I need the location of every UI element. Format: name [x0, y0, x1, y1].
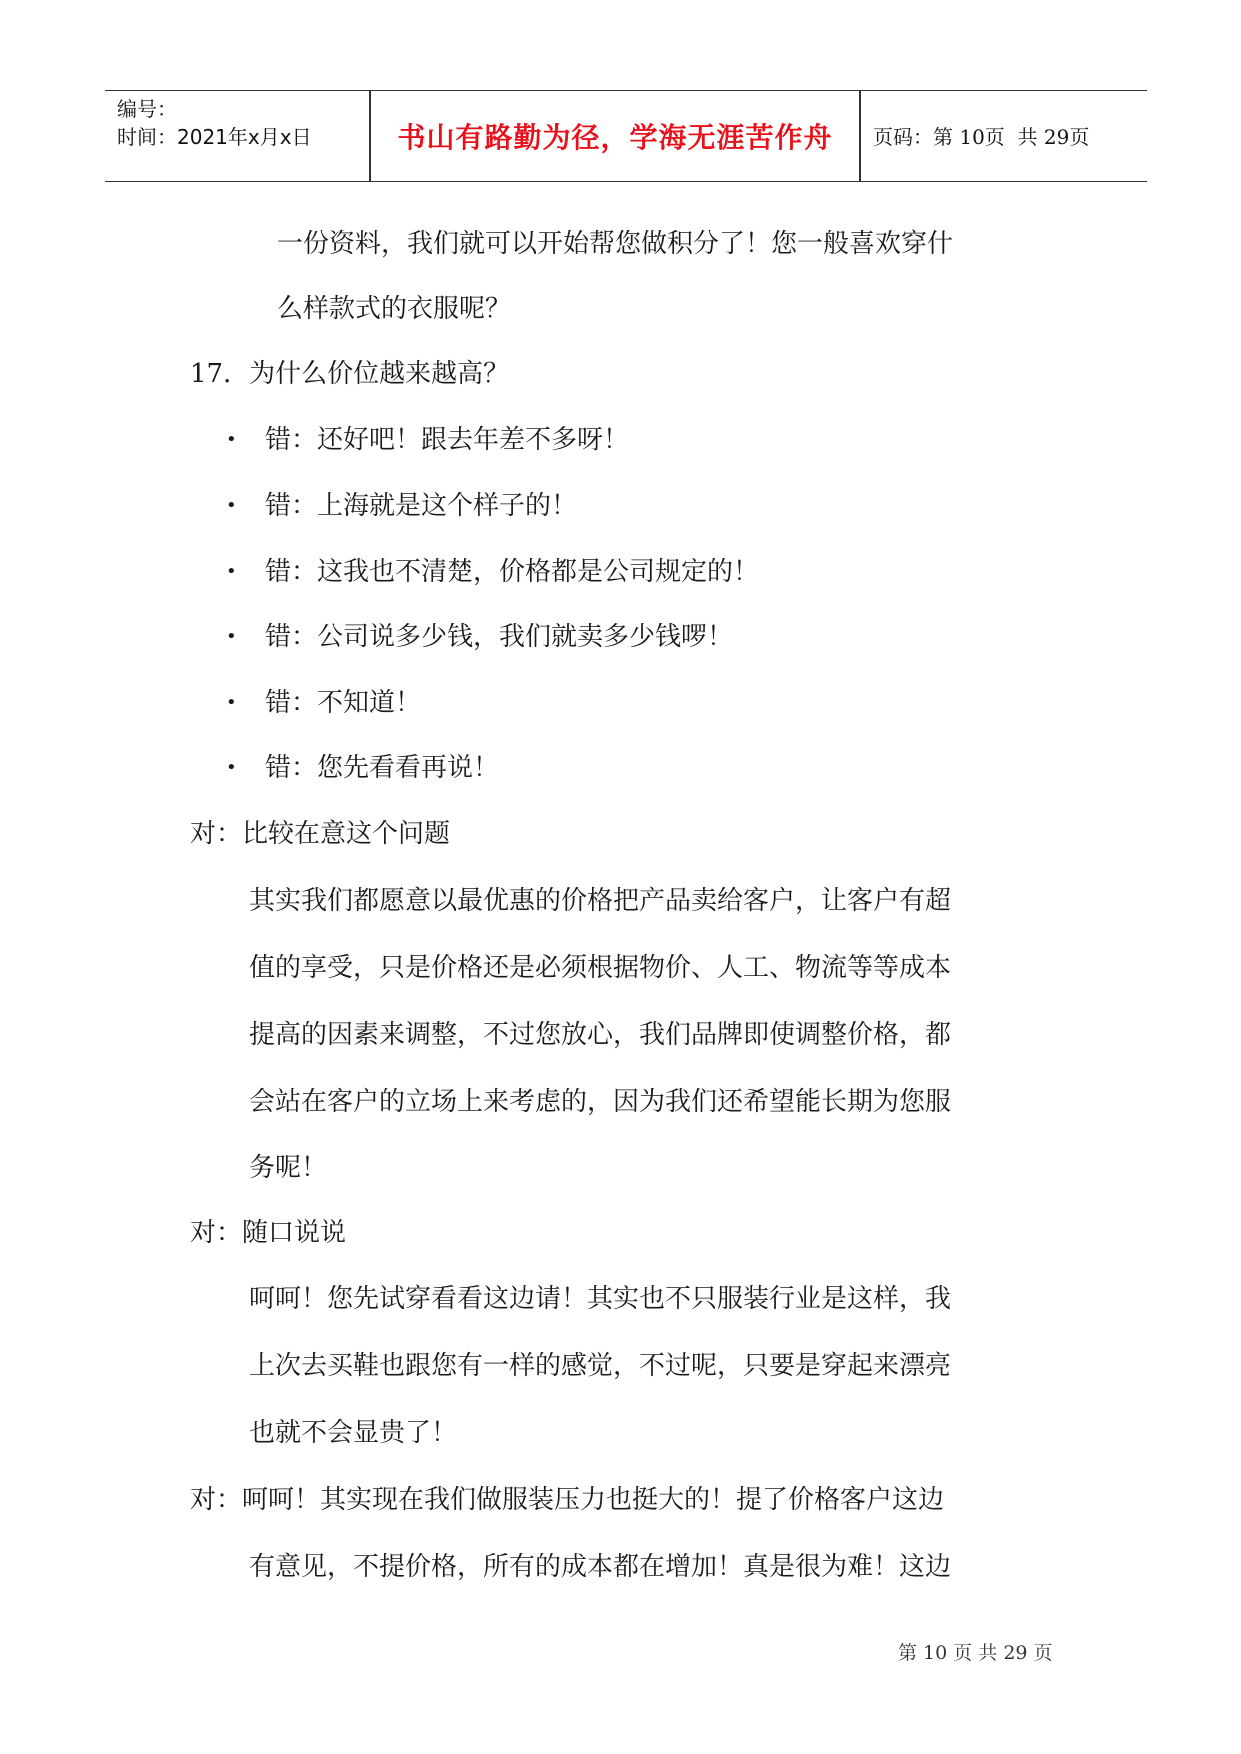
paragraph-line: 也就不会显贵了！ [249, 1418, 458, 1448]
bullet-icon: • [226, 429, 237, 450]
wrong-answer-item: 错：上海就是这个样子的！ [265, 491, 578, 521]
page-header [105, 90, 1147, 182]
paragraph-line: 么样款式的衣服呢？ [277, 294, 512, 324]
paragraph-line: 有意见，不提价格，所有的成本都在增加！真是很为难！这边 [249, 1552, 952, 1582]
header-divider [859, 91, 861, 181]
right-answer-heading: 对：随口说说 [190, 1218, 347, 1248]
header-page-number: 页码：第 10页 共 29页 [873, 125, 1090, 149]
document-date-label: 时间：2021年x月x日 [117, 125, 312, 149]
right-answer-heading: 对：呵呵！其实现在我们做服装压力也挺大的！提了价格客户这边 [190, 1485, 945, 1515]
paragraph-line: 提高的因素来调整，不过您放心，我们品牌即使调整价格，都 [249, 1020, 952, 1050]
wrong-answer-item: 错：您先看看再说！ [265, 753, 500, 783]
paragraph-line: 上次去买鞋也跟您有一样的感觉，不过呢，只要是穿起来漂亮 [249, 1351, 952, 1381]
bullet-icon: • [226, 626, 237, 647]
bullet-icon: • [226, 692, 237, 713]
document-number-label: 编号： [117, 97, 177, 121]
paragraph-line: 其实我们都愿意以最优惠的价格把产品卖给客户，让客户有超 [249, 886, 952, 916]
right-answer-heading: 对：比较在意这个问题 [190, 819, 451, 849]
page-footer: 第 10 页 共 29 页 [898, 1642, 1053, 1664]
wrong-answer-item: 错：公司说多少钱，我们就卖多少钱啰！ [265, 622, 734, 652]
header-meta [117, 95, 312, 151]
header-motto: 书山有路勤为径，学海无涯苦作舟 [397, 120, 833, 154]
wrong-answer-item: 错：还好吧！跟去年差不多呀！ [265, 425, 630, 455]
question-heading: 17．为什么价位越来越高？ [190, 359, 510, 389]
paragraph-line: 务呢！ [249, 1153, 328, 1183]
paragraph-line: 值的享受，只是价格还是必须根据物价、人工、物流等等成本 [249, 953, 952, 983]
paragraph-line: 会站在客户的立场上来考虑的，因为我们还希望能长期为您服 [249, 1087, 952, 1117]
bullet-icon: • [226, 495, 237, 516]
bullet-icon: • [226, 757, 237, 778]
wrong-answer-item: 错：不知道！ [265, 688, 422, 718]
wrong-answer-item: 错：这我也不清楚，价格都是公司规定的！ [265, 557, 760, 587]
paragraph-line: 呵呵！您先试穿看看这边请！其实也不只服装行业是这样，我 [249, 1284, 952, 1314]
bullet-icon: • [226, 561, 237, 582]
paragraph-line: 一份资料，我们就可以开始帮您做积分了！您一般喜欢穿什 [277, 229, 954, 259]
